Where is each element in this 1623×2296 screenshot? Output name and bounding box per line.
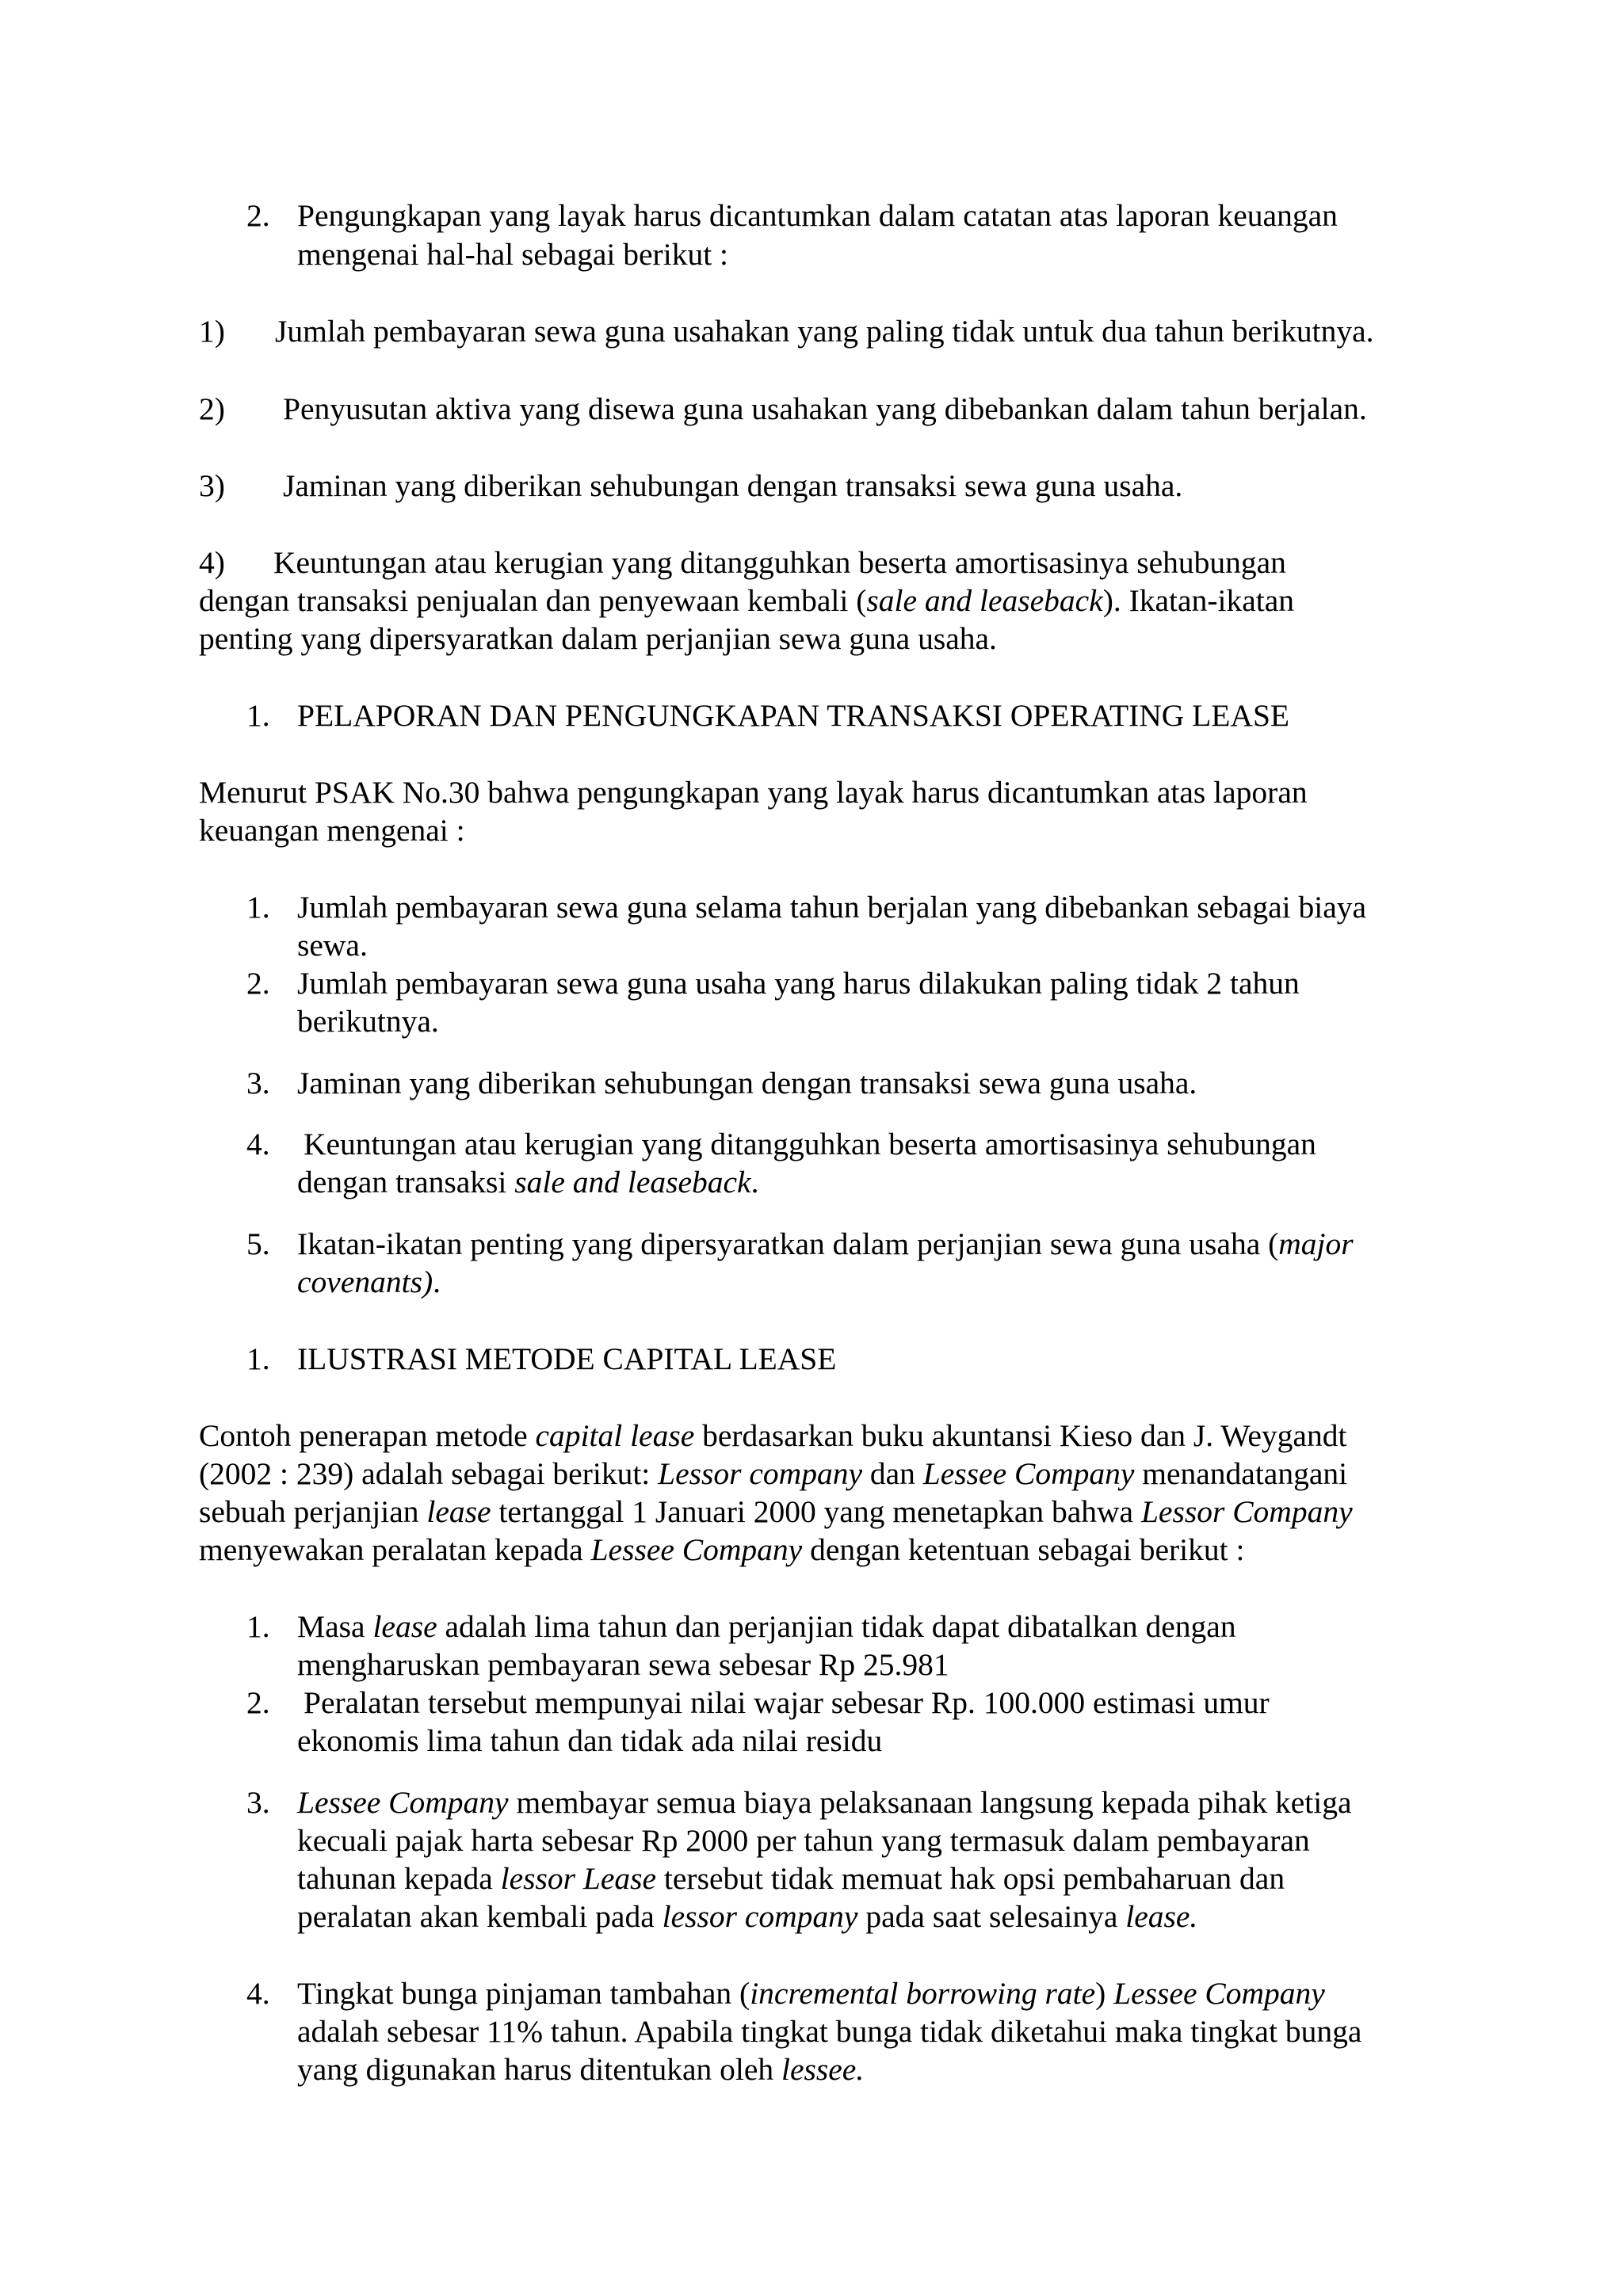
list-item-line: sewa. [297,928,368,963]
list-item-line: Lessee Company membayar semua biaya pelaksanaan langsung kepada pihak ketiga [297,1785,1352,1820]
paragraph-line: menyewakan peralatan kepada Lessee Company dengan ketentuan sebagai berikut : [199,1532,1245,1567]
list-item-line: ekonomis lima tahun dan tidak ada nilai residu [297,1723,883,1758]
list-item-line: Tingkat bunga pinjaman tambahan (incremental borrowing rate) Lessee Company [297,1976,1325,2011]
list-number: 1. [246,890,270,925]
paragraph-line: keuangan mengenai : [199,813,465,848]
list-item-line: Peralatan tersebut mempunyai nilai wajar sebesar Rp. 100.000 estimasi umur [304,1685,1270,1720]
list-number: 1. [246,1609,270,1644]
list-item-line: Jumlah pembayaran sewa guna selama tahun berjalan yang dibebankan sebagai biaya [297,890,1367,925]
list-item-line: covenants). [297,1264,441,1299]
list-number: 2. [246,198,270,233]
paragraph-line: Jaminan yang diberikan sehubungan dengan transaksi sewa guna usaha. [283,468,1183,503]
list-item-line: yang digunakan harus ditentukan oleh lessee. [297,2052,865,2087]
list-number: 5. [246,1226,270,1261]
list-item-line: Masa lease adalah lima tahun dan perjanjian tidak dapat dibatalkan dengan [297,1609,1236,1644]
list-number: 3. [246,1066,270,1100]
list-item-line: adalah sebesar 11% tahun. Apabila tingkat bunga tidak diketahui maka tingkat bunga [297,2014,1362,2049]
list-item-line: Jaminan yang diberikan sehubungan dengan transaksi sewa guna usaha. [297,1066,1197,1100]
list-item-line: Ikatan-ikatan penting yang dipersyaratkan dalam perjanjian sewa guna usaha (major [297,1226,1354,1261]
list-number: 1. [246,1341,270,1376]
paragraph-line: (2002 : 239) adalah sebagai berikut: Lessor company dan Lessee Company menandatangani [199,1456,1348,1491]
list-number: 2) [199,391,225,426]
list-number: 4) [199,545,225,580]
list-number: 3. [246,1785,270,1820]
list-item-line: dengan transaksi sale and leaseback. [297,1165,759,1199]
paragraph-line: Pengungkapan yang layak harus dicantumkan dalam catatan atas laporan keuangan [297,198,1338,233]
list-number: 3) [199,468,225,503]
paragraph-line: Contoh penerapan metode capital lease berdasarkan buku akuntansi Kieso dan J. Weygandt [199,1418,1347,1453]
list-item-line: peralatan akan kembali pada lessor company pada saat selesainya lease. [297,1899,1198,1934]
list-item-line: kecuali pajak harta sebesar Rp 2000 per tahun yang termasuk dalam pembayaran [297,1823,1310,1858]
section-heading: PELAPORAN DAN PENGUNGKAPAN TRANSAKSI OPERATING LEASE [297,698,1290,733]
list-number: 2. [246,1685,270,1720]
list-number: 1. [246,698,270,733]
paragraph-line: Menurut PSAK No.30 bahwa pengungkapan yang layak harus dicantumkan atas laporan [199,775,1308,810]
list-item-line: Keuntungan atau kerugian yang ditangguhkan beserta amortisasinya sehubungan [304,1127,1316,1161]
list-number: 4. [246,1127,270,1161]
paragraph-line: Keuntungan atau kerugian yang ditangguhkan beserta amortisasinya sehubungan [273,545,1286,580]
list-item-line: Jumlah pembayaran sewa guna usaha yang harus dilakukan paling tidak 2 tahun [297,966,1300,1001]
paragraph-line: mengenai hal-hal sebagai berikut : [297,237,729,272]
list-number: 2. [246,966,270,1001]
paragraph-line: sebuah perjanjian lease tertanggal 1 Januari 2000 yang menetapkan bahwa Lessor Company [199,1494,1353,1529]
section-heading: ILUSTRASI METODE CAPITAL LEASE [297,1341,837,1376]
paragraph-line: penting yang dipersyaratkan dalam perjanjian sewa guna usaha. [199,621,997,656]
list-item-line: berikutnya. [297,1004,439,1039]
list-item-line: tahunan kepada lessor Lease tersebut tidak memuat hak opsi pembaharuan dan [297,1861,1285,1896]
paragraph-line: Jumlah pembayaran sewa guna usahakan yang paling tidak untuk dua tahun berikutnya. [275,314,1374,349]
paragraph-line: Penyusutan aktiva yang disewa guna usahakan yang dibebankan dalam tahun berjalan. [283,391,1367,426]
paragraph-line: dengan transaksi penjualan dan penyewaan kembali (sale and leaseback). Ikatan-ikatan [199,583,1294,618]
list-item-line: mengharuskan pembayaran sewa sebesar Rp 25.981 [297,1647,949,1682]
list-number: 4. [246,1976,270,2011]
list-number: 1) [199,314,225,349]
